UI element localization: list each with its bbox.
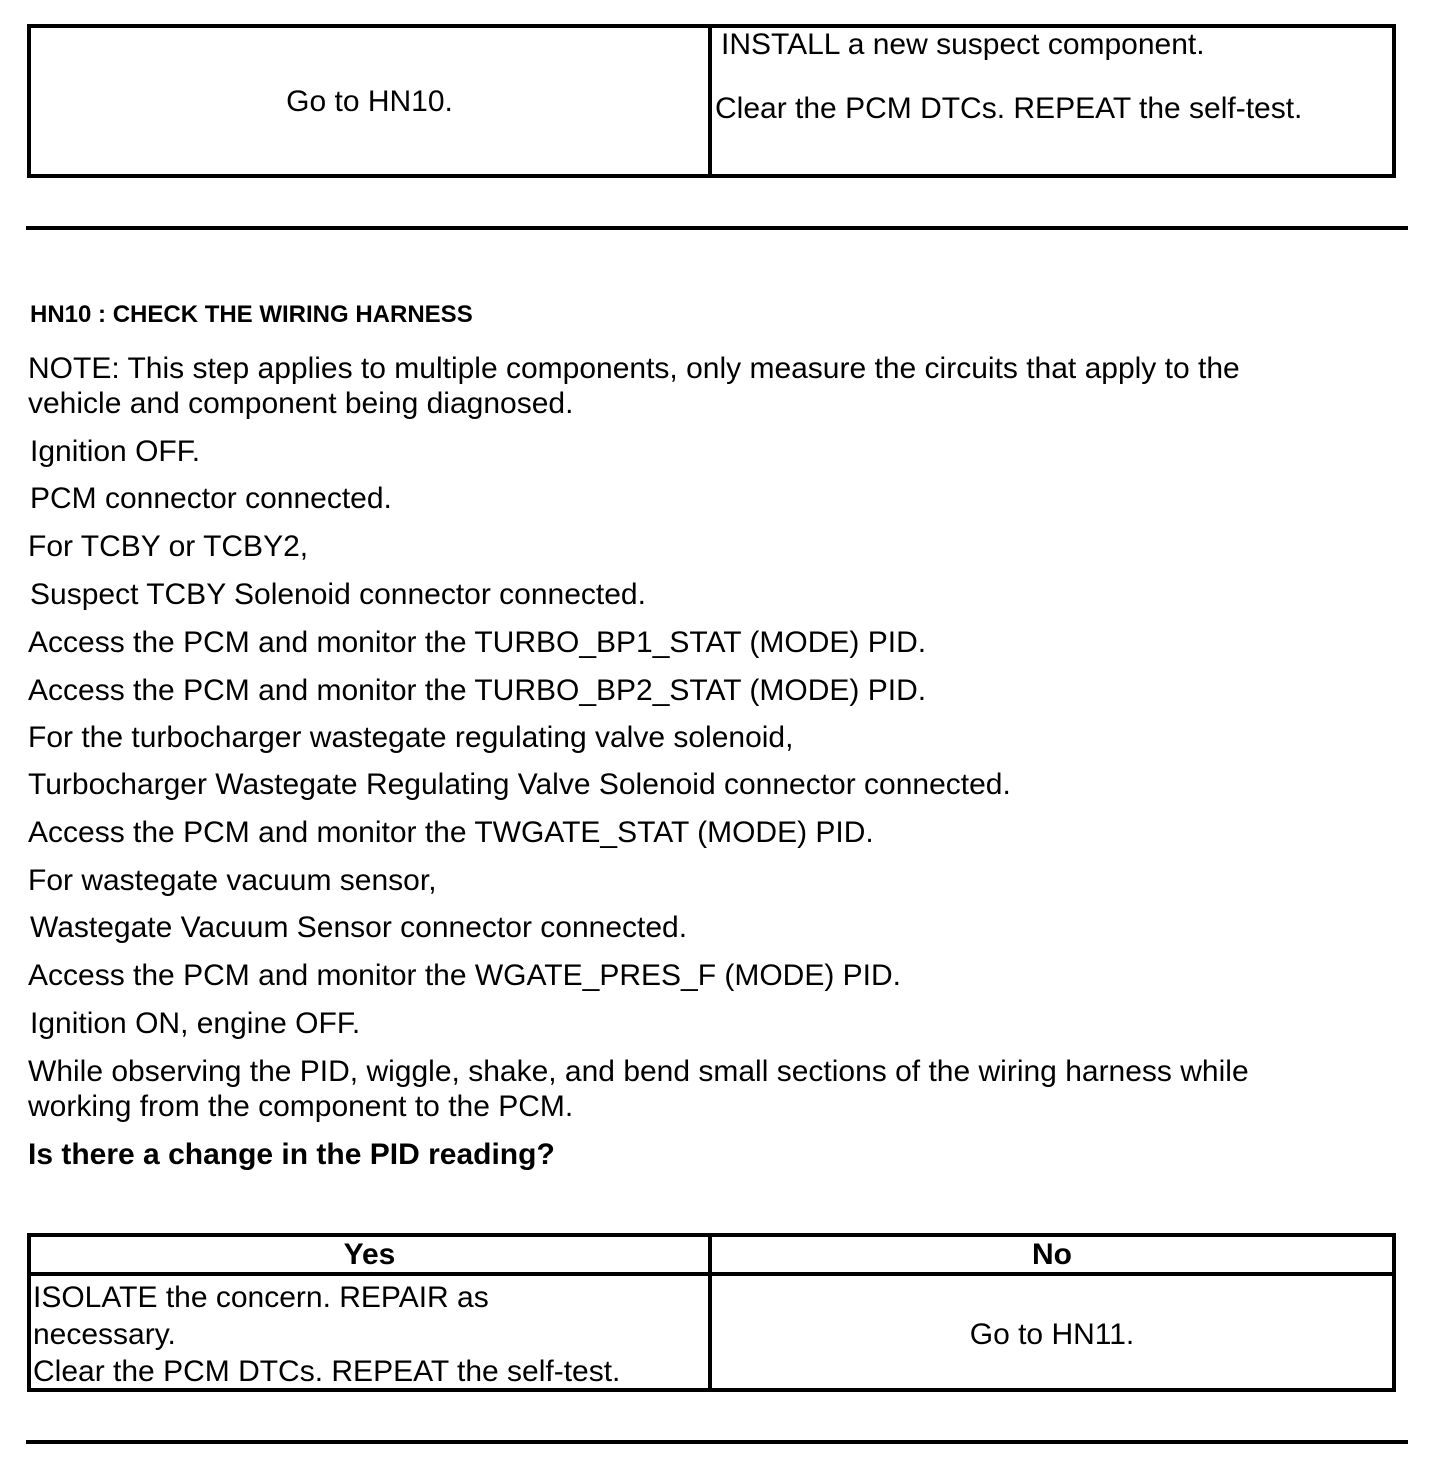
decision-table-header-no: No bbox=[1032, 1238, 1072, 1271]
decision-table-no-cell: Go to HN11. bbox=[969, 1318, 1135, 1351]
step-item: For TCBY or TCBY2, bbox=[28, 530, 309, 563]
yes-cell-line: necessary. bbox=[33, 1318, 176, 1351]
decision-table-header-yes: Yes bbox=[343, 1238, 396, 1271]
step-item: Wastegate Vacuum Sensor connector connected. bbox=[30, 911, 688, 944]
step-item: Access the PCM and monitor the TURBO_BP2_STAT (MODE) PID. bbox=[28, 674, 927, 707]
decision-question: Is there a change in the PID reading? bbox=[28, 1138, 555, 1171]
section-separator-bottom bbox=[26, 1440, 1408, 1444]
yes-cell-line: Clear the PCM DTCs. REPEAT the self-test. bbox=[33, 1355, 621, 1388]
decision-table-yes-cell bbox=[33, 1279, 620, 1390]
step-item: Access the PCM and monitor the WGATE_PRES_F (MODE) PID. bbox=[28, 959, 902, 992]
step-item: Access the PCM and monitor the TWGATE_STAT (MODE) PID. bbox=[28, 816, 874, 849]
top-table-right-cell-line1: INSTALL a new suspect component. bbox=[721, 28, 1205, 61]
step-item: PCM connector connected. bbox=[30, 482, 392, 515]
step-item: For wastegate vacuum sensor, bbox=[28, 864, 437, 897]
top-table-left-cell: Go to HN10. bbox=[286, 85, 453, 118]
observe-line-1: While observing the PID, wiggle, shake, and bend small sections of the wiring harness while bbox=[28, 1055, 1249, 1088]
step-item: Access the PCM and monitor the TURBO_BP1_STAT (MODE) PID. bbox=[28, 626, 927, 659]
note-line-1: NOTE: This step applies to multiple components, only measure the circuits that apply to the bbox=[28, 352, 1240, 385]
section-separator-top bbox=[26, 226, 1408, 230]
section-title: HN10 : CHECK THE WIRING HARNESS bbox=[30, 301, 473, 328]
yes-cell-line: ISOLATE the concern. REPAIR as bbox=[33, 1281, 489, 1314]
note-line-2: vehicle and component being diagnosed. bbox=[28, 387, 574, 420]
top-table-divider bbox=[708, 24, 712, 178]
step-item: Ignition OFF. bbox=[30, 435, 201, 468]
step-item: Suspect TCBY Solenoid connector connected. bbox=[30, 578, 646, 611]
observe-line-2: working from the component to the PCM. bbox=[28, 1090, 574, 1123]
step-item: For the turbocharger wastegate regulating valve solenoid, bbox=[28, 721, 794, 754]
top-table-right-cell-line2: Clear the PCM DTCs. REPEAT the self-test. bbox=[715, 92, 1303, 125]
step-item: Ignition ON, engine OFF. bbox=[30, 1007, 361, 1040]
step-item: Turbocharger Wastegate Regulating Valve Solenoid connector connected. bbox=[28, 768, 1011, 801]
